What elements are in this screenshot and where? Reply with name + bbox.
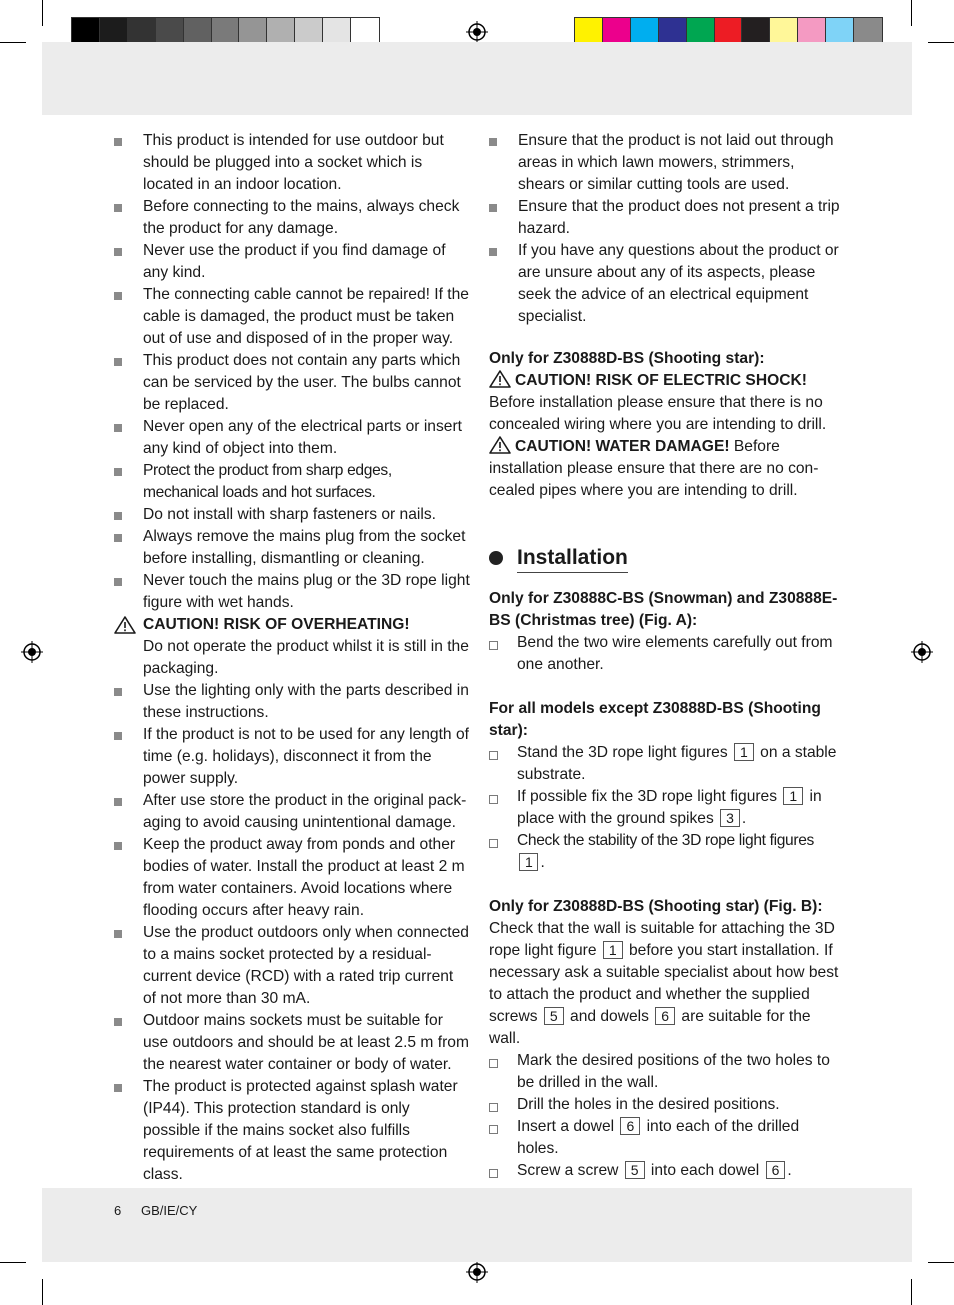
step-box-icon	[489, 751, 498, 760]
step-box-icon	[489, 1059, 498, 1068]
bullet-square-icon	[114, 534, 122, 542]
list-item-text: Keep the product away from ponds and other bodies of water. Install the product at least 2 m from water containers. Avoid locations where flooding occurs after heavy rain.	[143, 836, 465, 919]
figure-ref-badge: 3	[720, 809, 740, 827]
bullet-square-icon	[114, 248, 122, 256]
paragraph-text: and dowels	[570, 1008, 649, 1025]
step-text: Mark the desired positions of the two holes to be drilled in the wall.	[517, 1052, 830, 1091]
list-item	[489, 240, 841, 328]
list-item-text: Ensure that the product does not present a trip hazard.	[518, 198, 840, 237]
warning-text: Before installation please ensure that there are no con-cealed pipes where you are intending to drill.	[489, 438, 819, 499]
step-box-icon	[489, 1169, 498, 1178]
list-item-text: The product is protected against splash water (IP44). This protection standard is only possible if the mains socket also fulfills requirements of at least the same protection class.	[143, 1078, 458, 1183]
list-item	[114, 350, 470, 416]
step-text: on a stable substrate.	[517, 744, 837, 783]
step-text: If possible fix the 3D rope light figures	[517, 788, 778, 805]
step-box-icon	[489, 641, 498, 650]
crop-mark	[928, 42, 954, 43]
step-text: into each dowel	[650, 1162, 760, 1179]
figure-ref-badge: 6	[766, 1161, 786, 1179]
crop-mark	[0, 1262, 26, 1263]
step-item	[489, 1160, 841, 1182]
step-item	[489, 1094, 841, 1116]
subheading-all-models: For all models except Z30888D-BS (Shooting star):	[489, 700, 821, 739]
subheading-snowman: Only for Z30888C-BS (Snowman) and Z30888E-BS (Christmas tree) (Fig. A):	[489, 590, 838, 629]
bullet-square-icon	[114, 732, 122, 740]
list-item-text: Use the product outdoors only when connected to a mains socket protected by a residual-current device (RCD) with a rated trip current of not more than 30 mA.	[143, 924, 469, 1007]
bullet-square-icon	[114, 468, 122, 476]
list-item	[114, 922, 470, 1010]
list-item	[114, 570, 470, 614]
warning-electric-shock	[489, 370, 841, 392]
list-item	[114, 460, 470, 504]
step-text: Stand the 3D rope light figures	[517, 744, 728, 761]
warning-triangle-icon	[114, 616, 136, 634]
list-item	[114, 790, 470, 834]
step-box-icon	[489, 1103, 498, 1112]
list-item	[114, 196, 470, 240]
bullet-square-icon	[114, 358, 122, 366]
bullet-square-icon	[114, 204, 122, 212]
step-text: Bend the two wire elements carefully out from one another.	[517, 634, 833, 673]
step-box-icon	[489, 795, 498, 804]
step-text: Check the stability of the 3D rope light figures	[517, 832, 814, 849]
bullet-square-icon	[114, 688, 122, 696]
list-item	[489, 130, 841, 196]
list-item-text: Use the lighting only with the parts described in these instructions.	[143, 682, 469, 721]
crop-mark	[928, 1262, 954, 1263]
step-box-icon	[489, 1125, 498, 1134]
list-item	[114, 284, 470, 350]
figure-ref-badge: 6	[620, 1117, 640, 1135]
list-item	[114, 1076, 470, 1186]
paragraph	[489, 918, 841, 1050]
step-text: Screw a screw	[517, 1162, 619, 1179]
list-item-text: Never use the product if you find damage of any kind.	[143, 242, 446, 281]
list-item-text: Always remove the mains plug from the socket before installing, dismantling or cleaning.	[143, 528, 466, 567]
figure-ref-badge: 1	[734, 743, 754, 761]
figure-ref-badge: 5	[625, 1161, 645, 1179]
warning-triangle-icon	[489, 370, 511, 388]
step-item	[489, 1050, 841, 1094]
list-item	[114, 130, 470, 196]
step-text: .	[741, 810, 747, 827]
section-heading	[489, 544, 841, 574]
footer-band	[42, 1188, 912, 1262]
list-item-text: After use store the product in the original pack-aging to avoid causing unintentional damage.	[143, 792, 467, 831]
language-code: GB/IE/CY	[141, 1203, 198, 1218]
bullet-square-icon	[114, 424, 122, 432]
subheading-shooting-star: Only for Z30888D-BS (Shooting star):	[489, 350, 765, 367]
warning-text: Do not operate the product whilst it is still in the packaging.	[143, 638, 469, 677]
bullet-square-icon	[114, 930, 122, 938]
bullet-square-icon	[114, 1084, 122, 1092]
figure-ref-badge: 1	[603, 941, 623, 959]
bullet-square-icon	[489, 248, 497, 256]
step-text: in place with the ground spikes	[517, 788, 822, 827]
bullet-square-icon	[114, 798, 122, 806]
step-text: Insert a dowel	[517, 1118, 615, 1135]
left-column	[114, 130, 470, 1186]
section-title: Installation	[517, 544, 628, 573]
list-item-text: If you have any questions about the product or are unsure about any of its aspects, please seek the advice of an electrical equipment specialist.	[518, 242, 839, 325]
figure-ref-badge: 6	[655, 1007, 675, 1025]
list-item-text: This product is intended for use outdoor but should be plugged into a socket which is located in an indoor location.	[143, 132, 444, 193]
paragraph: Before installation please ensure that there is no concealed wiring where you are intending to drill.	[489, 394, 827, 433]
bullet-square-icon	[114, 1018, 122, 1026]
registration-mark-icon	[911, 641, 933, 663]
header-band	[42, 42, 912, 115]
registration-mark-icon	[21, 641, 43, 663]
bullet-square-icon	[114, 578, 122, 586]
list-item-text: This product does not contain any parts which can be serviced by the user. The bulbs cannot be replaced.	[143, 352, 461, 413]
subheading-shooting-star-fig: Only for Z30888D-BS (Shooting star) (Fig. B):	[489, 898, 823, 915]
figure-ref-badge: 5	[544, 1007, 564, 1025]
figure-ref-badge: 1	[783, 787, 803, 805]
list-item-text: Outdoor mains sockets must be suitable for use outdoors and should be at least 2.5 m from the nearest water container or body of water.	[143, 1012, 469, 1073]
warning-triangle-icon	[489, 436, 511, 454]
warning-item	[114, 614, 470, 680]
step-item	[489, 830, 841, 874]
registration-mark-icon	[466, 1261, 488, 1283]
step-box-icon	[489, 839, 498, 848]
step-item	[489, 1116, 841, 1160]
section-bullet-icon	[489, 551, 503, 565]
paragraph-text: before you start installation. If necessary ask a suitable specialist about how best to attach the product and whether the supplied screws	[489, 942, 839, 1025]
page-number: 6	[114, 1203, 122, 1218]
crop-mark	[911, 1279, 912, 1305]
list-item	[114, 240, 470, 284]
crop-mark	[42, 1279, 43, 1305]
warning-heading: CAUTION! RISK OF OVERHEATING!	[143, 616, 410, 633]
registration-mark-icon	[466, 21, 488, 43]
paragraph-text: Check that the wall is suitable for attaching the 3D rope light figure	[489, 920, 835, 959]
step-item	[489, 742, 841, 786]
paragraph-text: are suitable for the wall.	[489, 1008, 811, 1047]
step-text: Drill the holes in the desired positions.	[517, 1096, 780, 1113]
list-item-text: Never open any of the electrical parts or insert any kind of object into them.	[143, 418, 462, 457]
crop-mark	[42, 0, 43, 26]
list-item-text: The connecting cable cannot be repaired! If the cable is damaged, the product must be taken out of use and disposed of in the proper way.	[143, 286, 469, 347]
crop-mark	[0, 42, 26, 43]
bullet-square-icon	[489, 204, 497, 212]
list-item	[114, 834, 470, 922]
list-item-text: Never touch the mains plug or the 3D rope light figure with wet hands.	[143, 572, 470, 611]
list-item	[114, 724, 470, 790]
bullet-square-icon	[114, 842, 122, 850]
crop-mark	[911, 0, 912, 26]
step-text: into each of the drilled holes.	[517, 1118, 800, 1157]
list-item-text: If the product is not to be used for any length of time (e.g. holidays), disconnect it from the power supply.	[143, 726, 469, 787]
figure-ref-badge: 1	[519, 853, 538, 871]
list-item	[114, 504, 470, 526]
warning-heading: CAUTION! RISK OF ELECTRIC SHOCK!	[515, 372, 807, 389]
list-item-text: Ensure that the product is not laid out through areas in which lawn mowers, strimmers, shears or similar cutting tools are used.	[518, 132, 834, 193]
list-item	[489, 196, 841, 240]
right-column	[489, 130, 841, 1182]
warning-water-damage	[489, 436, 841, 502]
list-item-text: Do not install with sharp fasteners or nails.	[143, 506, 436, 523]
list-item	[114, 416, 470, 460]
list-item-text: Protect the product from sharp edges, mechanical loads and hot surfaces.	[143, 462, 392, 501]
warning-heading: CAUTION! WATER DAMAGE!	[515, 438, 730, 455]
step-text: .	[540, 854, 545, 871]
step-text: .	[787, 1162, 792, 1179]
list-item-text: Before connecting to the mains, always check the product for any damage.	[143, 198, 460, 237]
bullet-square-icon	[114, 512, 122, 520]
step-item	[489, 786, 841, 830]
bullet-square-icon	[114, 292, 122, 300]
list-item	[114, 680, 470, 724]
list-item	[114, 1010, 470, 1076]
step-item	[489, 632, 841, 676]
list-item	[114, 526, 470, 570]
bullet-square-icon	[114, 138, 122, 146]
bullet-square-icon	[489, 138, 497, 146]
